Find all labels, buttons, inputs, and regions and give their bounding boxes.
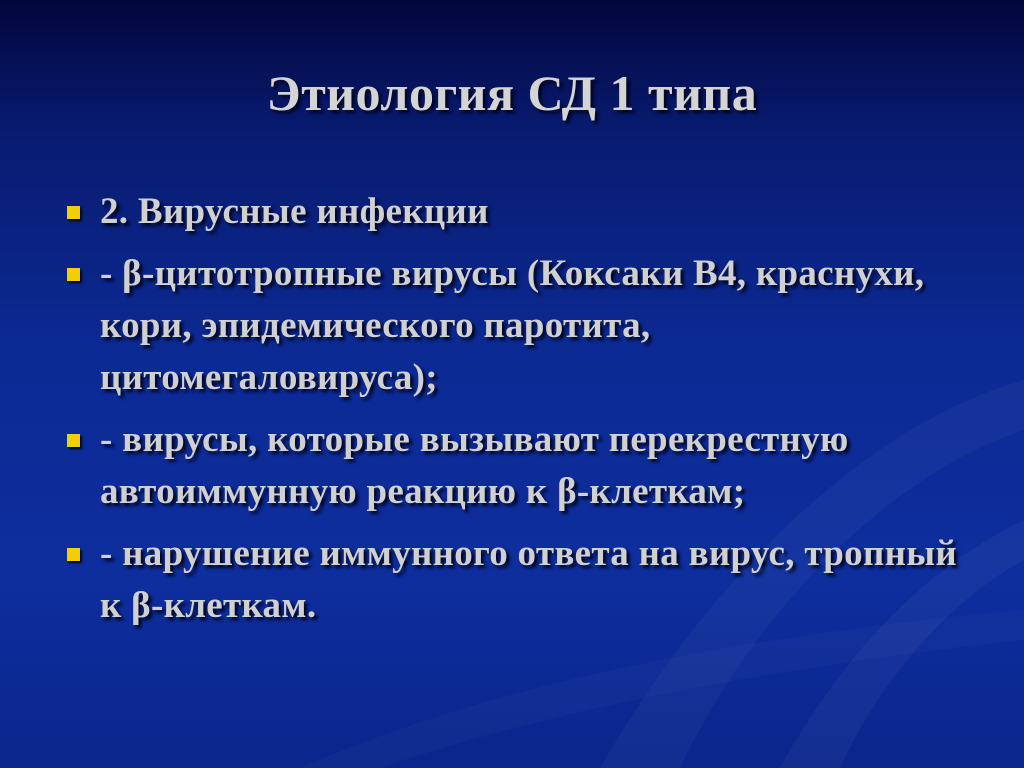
bullet-text: - нарушение иммунного ответа на вирус, тропный к β-клеткам. (100, 533, 957, 626)
bullet-text: - β-цитотропные вирусы (Коксаки В4, краснухи, кори, эпидемического паротита, цитомегаловируса); (100, 253, 925, 398)
bullet-text: 2. Вирусные инфекции (100, 191, 489, 232)
square-bullet-icon (67, 548, 80, 561)
bullet-list (62, 186, 962, 642)
bullet-item (62, 248, 962, 404)
square-bullet-icon (67, 434, 80, 447)
square-bullet-icon (67, 268, 80, 281)
square-bullet-icon (67, 206, 80, 219)
slide-title: Этиология СД 1 типа (266, 65, 758, 121)
bullet-item (62, 414, 962, 518)
bullet-text: - вирусы, которые вызывают перекрестную автоиммунную реакцию к β-клеткам; (100, 419, 849, 512)
bullet-item (62, 186, 962, 238)
bullet-item (62, 528, 962, 632)
